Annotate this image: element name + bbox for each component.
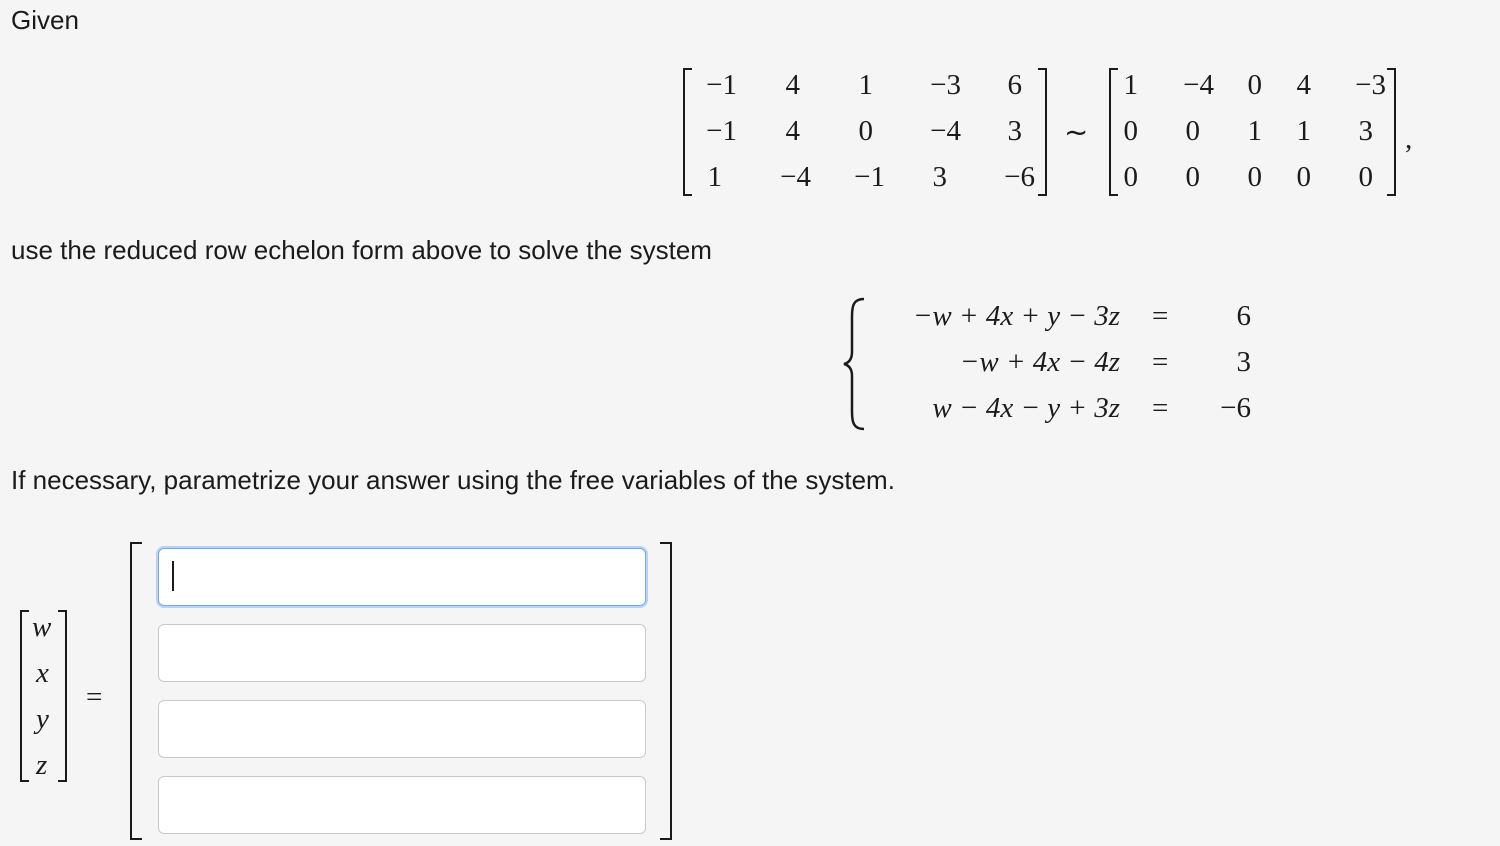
instruction-text: use the reduced row echelon form above to solve the system	[11, 235, 712, 265]
matrix-rref-cell: 0	[1123, 161, 1138, 193]
answer-vector-right-bracket	[660, 542, 672, 840]
row-equivalent-symbol: ∼	[1064, 117, 1089, 149]
matrix-a-cell: 6	[1007, 69, 1022, 101]
coefficient-matrix	[0, 68, 1500, 196]
equation-rhs: −6	[1220, 392, 1251, 424]
matrix-a-cell: 4	[785, 69, 800, 101]
matrix-rref-cell: −3	[1355, 69, 1386, 101]
matrix-a-cell: −3	[930, 69, 961, 101]
equation-equals: =	[1152, 392, 1169, 424]
variable-vector-left-bracket	[20, 610, 29, 782]
equation-equals: =	[1152, 346, 1169, 378]
matrix-a-cell: 1	[707, 161, 722, 193]
matrix-a-cell: 4	[785, 115, 800, 147]
answer-y-input[interactable]	[158, 700, 646, 758]
equation-rhs: 3	[1236, 346, 1251, 378]
answer-w-input[interactable]	[158, 548, 646, 606]
matrix-rref-left-bracket	[1109, 68, 1118, 196]
answer-z-input[interactable]	[158, 776, 646, 834]
intro-text: Given	[11, 5, 79, 35]
variable-x: x	[36, 657, 49, 689]
variable-y: y	[36, 703, 49, 735]
matrix-rref-cell: 3	[1358, 115, 1373, 147]
matrix-rref-cell: 4	[1296, 69, 1311, 101]
matrix-rref-cell: 1	[1247, 115, 1262, 147]
matrix-a-cell: −6	[1004, 161, 1035, 193]
matrix-a-left-bracket	[683, 68, 692, 196]
trailing-comma: ,	[1405, 123, 1413, 155]
matrix-a-cell: 3	[1007, 115, 1022, 147]
variable-vector-right-bracket	[58, 610, 67, 782]
answer-equals: =	[86, 681, 103, 713]
parametrize-note: If necessary, parametrize your answer using the free variables of the system.	[11, 465, 895, 495]
text-cursor	[172, 561, 174, 591]
matrix-a-cell: −1	[706, 115, 737, 147]
variable-z: z	[36, 749, 48, 781]
matrix-a-cell: −1	[854, 161, 885, 193]
matrix-a-cell: −4	[780, 161, 811, 193]
matrix-a-cell: −1	[706, 69, 737, 101]
equation-rhs: 6	[1236, 300, 1251, 332]
matrix-rref-cell: 0	[1296, 161, 1311, 193]
answer-x-input[interactable]	[158, 624, 646, 682]
matrix-a-right-bracket	[1038, 68, 1047, 196]
matrix-rref-cell: 0	[1123, 115, 1138, 147]
matrix-rref-cell: 0	[1247, 161, 1262, 193]
matrix-rref-cell: 0	[1185, 115, 1200, 147]
equation-lhs: −w + 4x + y − 3z	[912, 300, 1120, 332]
equation-lhs: −w + 4x − 4z	[959, 346, 1120, 378]
matrix-rref-cell: 0	[1185, 161, 1200, 193]
matrix-rref-cell: 0	[1247, 69, 1262, 101]
matrix-rref-cell: 1	[1296, 115, 1311, 147]
matrix-a-cell: −4	[930, 115, 961, 147]
matrix-a-cell: 1	[858, 69, 873, 101]
equation-equals: =	[1152, 300, 1169, 332]
matrix-a-cell: 3	[932, 161, 947, 193]
system-brace	[842, 296, 872, 432]
matrix-a-cell: 0	[858, 115, 873, 147]
variable-w: w	[32, 611, 52, 643]
answer-vector-left-bracket	[130, 542, 142, 840]
matrix-rref-cell: 0	[1358, 161, 1373, 193]
matrix-rref-cell: 1	[1123, 69, 1138, 101]
matrix-rref-cell: −4	[1183, 69, 1214, 101]
equation-lhs: w − 4x − y + 3z	[932, 392, 1120, 424]
matrix-rref-right-bracket	[1387, 68, 1396, 196]
